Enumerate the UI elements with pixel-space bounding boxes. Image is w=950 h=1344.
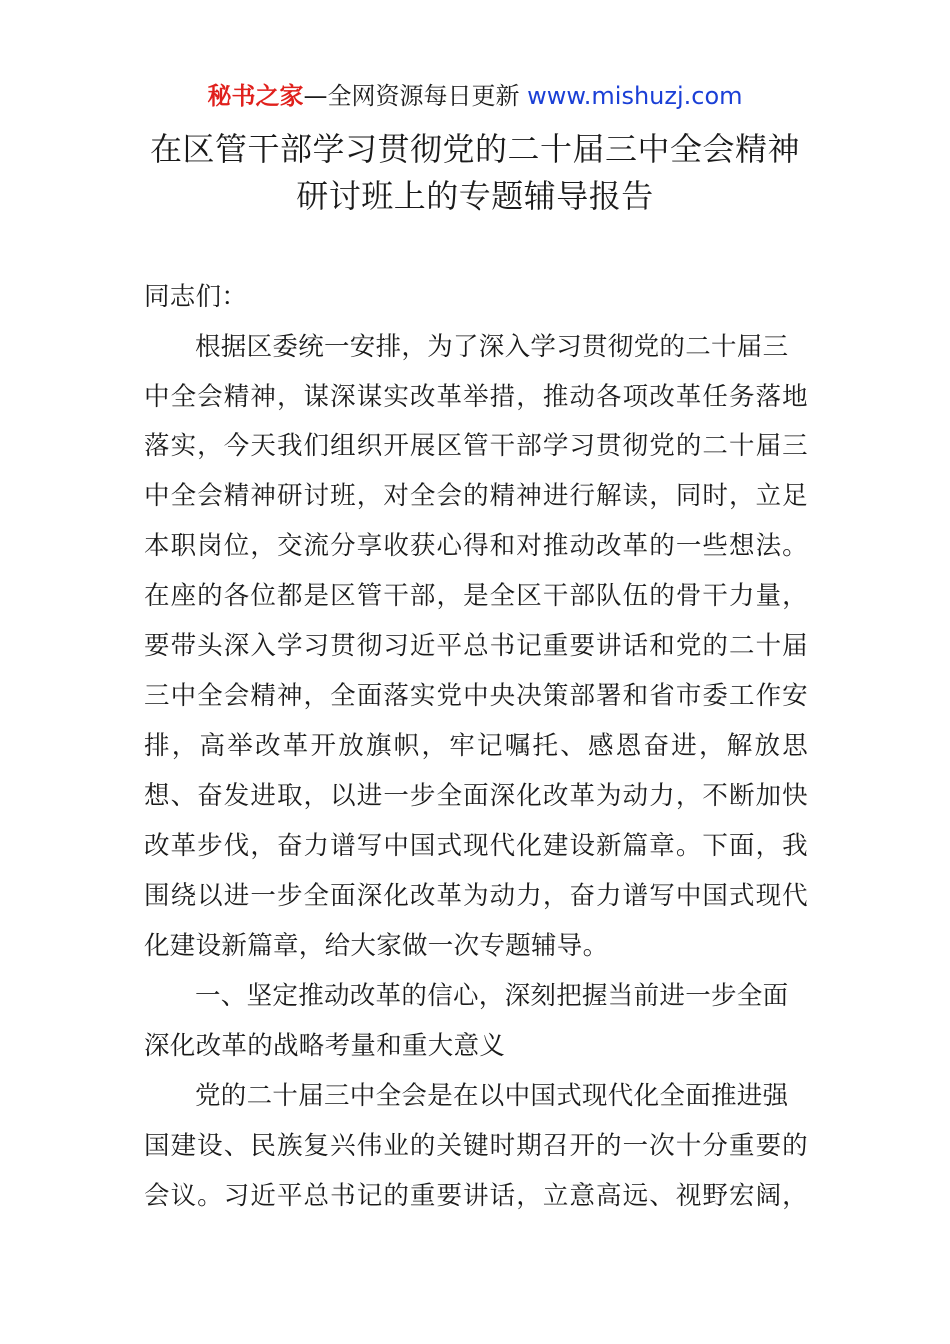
paragraph-line: 改革步伐，奋力谱写中国式现代化建设新篇章。下面，我 [144, 831, 808, 861]
paragraph-line: 中全会精神，谋深谋实改革举措，推动各项改革任务落地 [144, 382, 808, 412]
paragraph-line: 根据区委统一安排，为了深入学习贯彻党的二十届三 [195, 332, 789, 362]
site-url[interactable]: www.mishuzj.com [527, 82, 743, 110]
paragraph-line: 本职岗位，交流分享收获心得和对推动改革的一些想法。 [144, 531, 808, 561]
banner-tagline: —全网资源每日更新 [303, 82, 520, 110]
paragraph-line: 围绕以进一步全面深化改革为动力，奋力谱写中国式现代 [144, 881, 808, 911]
salutation: 同志们： [144, 282, 248, 312]
document-body [144, 0, 808, 1344]
paragraph-line: 落实，今天我们组织开展区管干部学习贯彻党的二十届三 [144, 431, 808, 461]
document-title-line-1: 在区管干部学习贯彻党的二十届三中全会精神 [149, 130, 800, 168]
paragraph-line: 国建设、民族复兴伟业的关键时期召开的一次十分重要的 [144, 1131, 808, 1161]
brand-name: 秘书之家 [207, 82, 304, 110]
paragraph-line: 三中全会精神，全面落实党中央决策部署和省市委工作安 [144, 681, 808, 711]
section-heading-line: 一、坚定推动改革的信心，深刻把握当前进一步全面 [195, 981, 789, 1011]
section-heading-line: 深化改革的战略考量和重大意义 [144, 1031, 506, 1061]
paragraph-line: 要带头深入学习贯彻习近平总书记重要讲话和党的二十届 [144, 631, 808, 661]
paragraph-line: 化建设新篇章，给大家做一次专题辅导。 [144, 931, 609, 961]
paragraph-line: 排，高举改革开放旗帜，牢记嘱托、感恩奋进，解放思 [144, 731, 808, 761]
paragraph-line: 中全会精神研讨班，对全会的精神进行解读，同时，立足 [144, 481, 808, 511]
paragraph-line: 党的二十届三中全会是在以中国式现代化全面推进强 [195, 1081, 789, 1111]
paragraph-line: 在座的各位都是区管干部，是全区干部队伍的骨干力量， [144, 581, 808, 611]
paragraph-line: 会议。习近平总书记的重要讲话，立意高远、视野宏阔， [144, 1181, 808, 1211]
paragraph-line: 想、奋发进取，以进一步全面深化改革为动力，不断加快 [144, 781, 808, 811]
document-title-line-2: 研讨班上的专题辅导报告 [296, 177, 654, 215]
